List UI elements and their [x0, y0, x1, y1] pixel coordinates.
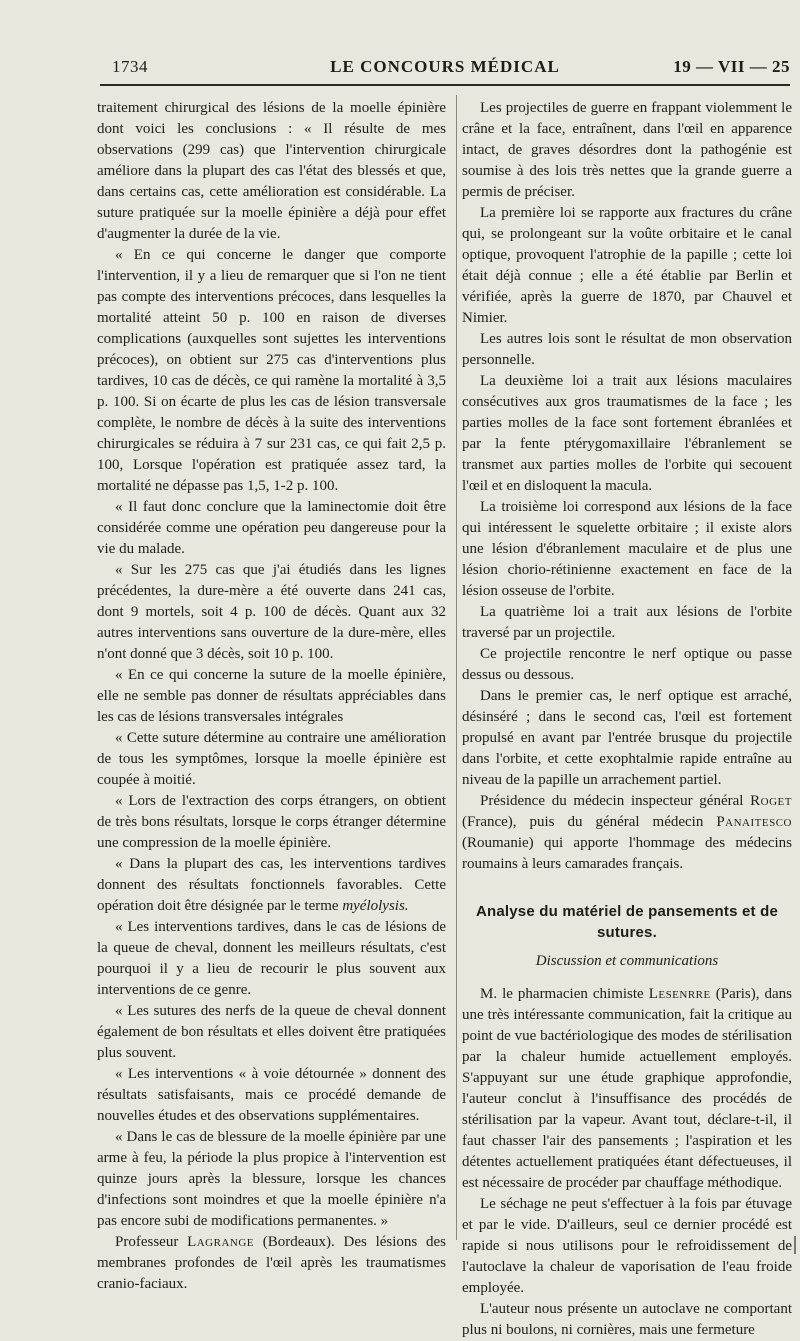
- paragraph-text: Professeur: [115, 1234, 188, 1250]
- person-name: Roget: [750, 793, 792, 809]
- paragraph: La première loi se rapporte aux fractures du crâne qui, se prolongeant sur la voûte orbitaire et le canal optique, provoquent l'atrophie de la papille ; cette loi était déjà connue ; elle a été établie par Berlin et vérifiée, après la guerre de 1870, par Chauvel et Nimier.: [462, 205, 792, 326]
- paragraph-text: (Bordeaux). Des lésions des membranes profondes de l'œil après les traumatismes cranio-faciaux.: [97, 1234, 446, 1292]
- paragraph: Les projectiles de guerre en frappant violemment le crâne et la face, entraînent, dans l'œil en apparence intact, de graves désordres dont la pathogénie est soumise à des lois très nettes que la grande guerre a permis de préciser.: [462, 100, 792, 200]
- paragraph: « Il faut donc conclure que la laminectomie doit être considérée comme une opération peu dangereuse pour la vie du malade.: [97, 499, 446, 557]
- author-name: Lagrange: [187, 1234, 255, 1250]
- section-subheading: Discussion et communications: [535, 953, 719, 969]
- paragraph: « En ce qui concerne le danger que comporte l'intervention, il y a lieu de remarquer que si l'on ne tient pas compte des interventions précoces, dans lesquelles la mortalité atteint 50 p. 100 en raison de diverses complications (auxquelles sont sujettes les interventions précoces), on obtient sur 275 cas d'interventions plus tardives, 10 cas de décès, ce qui ramène la mortalité à 3,5 p. 100. Si on écarte de plus les cas de lésion transversale complète, le nombre de décès à la suite des interventions chirurgicales se réduira à 7 sur 231 cas, ce qui fait 2,5 p. 100, Lorsque l'opération est pratiquée assez tard, la mortalité ne dépasse pas 1,5, 1-2 p. 100.: [97, 247, 446, 494]
- paragraph: « Sur les 275 cas que j'ai étudiés dans les lignes précédentes, la dure-mère a été ouverte dans 241 cas, dont 9 mortels, soit 4 p. 100 de décès. Quant aux 32 autres interventions sans ouverture de la dure-mère, elles n'ont donné que 3 décès, soit 10 p. 100.: [97, 562, 446, 662]
- section-heading: Analyse du matériel de pansements et de sutures.: [475, 903, 779, 941]
- paragraph: « Lors de l'extraction des corps étrangers, on obtient de très bons résultats, lorsque le corps étranger détermine une compression de la moelle épinière.: [97, 793, 446, 851]
- right-column: [462, 98, 792, 1341]
- paragraph-text: (Paris), dans une très intéressante communication, fait la critique au point de vue bactériologique des modes de stérilisation par la chaleur humide actuellement employés. S'appuyant sur une étude graphique approfondie, l'auteur conclut à l'insuffisance des procédés de stérilisation par la vapeur. Avant tout, déclare-t-il, il faut chasser l'air des pansements ; l'aspiration et les détentes actuellement pratiquées étant défectueuses, il est nécessaire de procéder par chauffage méthodique.: [462, 986, 792, 1191]
- column-divider: [456, 95, 457, 1240]
- paragraph: « Les interventions « à voie détournée » donnent des résultats satisfaisants, mais ce procédé demande de nouvelles études et des observations supplémentaires.: [97, 1066, 446, 1124]
- paragraph: L'auteur nous présente un autoclave ne comportant plus ni boulons, ni cornières, mais une fermeture: [462, 1301, 792, 1338]
- paragraph-text: Présidence du médecin inspecteur général: [480, 793, 751, 809]
- paragraph: Ce projectile rencontre le nerf optique ou passe dessus ou dessous.: [462, 646, 792, 683]
- paragraph: Le séchage ne peut s'effectuer à la fois par étuvage et par le vide. D'ailleurs, seul ce dernier procédé est rapide si nous utilisons pour le refroidissement de l'autoclave la chaleur de vaporisation de l'eau froide employée.: [462, 1196, 792, 1296]
- paragraph: [97, 1232, 446, 1295]
- journal-title: LE CONCOURS MÉDICAL: [330, 57, 560, 76]
- paragraph: « Dans le cas de blessure de la moelle épinière par une arme à feu, la période la plus propice à l'intervention est quinze jours après la blessure, lorsque les chances d'infections sont moindres et que la moelle épinière n'a pas encore subi de modifications permanentes. »: [97, 1129, 446, 1229]
- paragraph: « Les interventions tardives, dans le cas de lésions de la queue de cheval, donnent les meilleurs résultats, c'est pourquoi il y a lieu de recourir le plus souvent aux interventions de ce genre.: [97, 919, 446, 998]
- paragraph-text: M. le pharmacien chimiste: [480, 986, 649, 1002]
- paragraph: La deuxième loi a trait aux lésions maculaires consécutives aux gros traumatismes de la face ; les parties molles de la face sont fortement ébranlées et par la fente ptérygomaxillaire l'ébranlement se transmet aux parties molles de l'orbite qui secouent l'œil et en disloquent la macula.: [462, 373, 792, 494]
- paragraph: Dans le premier cas, le nerf optique est arraché, désinséré ; dans le second cas, l'œil est fortement propulsé en avant par l'entrée brusque du projectile dans l'orbite, et cette exophtalmie rapide entraîne au niveau de la papille un arrachement partiel.: [462, 688, 792, 788]
- paragraph: « En ce qui concerne la suture de la moelle épinière, elle ne semble pas donner de résultats appréciables dans les cas de lésions transversales intégrales: [97, 667, 446, 725]
- paragraph: [462, 984, 792, 1194]
- paragraph: La quatrième loi a trait aux lésions de l'orbite traversé par un projectile.: [462, 604, 792, 641]
- left-column: [97, 98, 446, 1295]
- header-rule: [100, 84, 790, 86]
- paragraph: [97, 854, 446, 917]
- person-name: Lesenrre: [648, 986, 711, 1002]
- paragraph-text: (France), puis du général médecin: [462, 814, 717, 830]
- paragraph: « Cette suture détermine au contraire une amélioration de tous les symptômes, lorsque la moelle épinière est coupée à moitié.: [97, 730, 446, 788]
- page-edge-mark: [794, 1236, 796, 1254]
- paragraph: La troisième loi correspond aux lésions de la face qui intéressent le squelette orbitaire ; il existe alors une lésion d'ébranlement maculaire et de plus une lésion chorio-rétinienne exactement en face de la lésion osseuse de l'orbite.: [462, 499, 792, 599]
- italic-term: myélolysis.: [342, 898, 409, 914]
- issue-date: 19 — VII — 25: [673, 57, 790, 76]
- paragraph-text: « Dans la plupart des cas, les interventions tardives donnent des résultats fonctionnels favorables. Cette opération doit être désignée par le terme: [97, 856, 446, 914]
- paragraph: traitement chirurgical des lésions de la moelle épinière dont voici les conclusions : « Il résulte de mes observations (299 cas) que l'intervention chirurgicale améliore dans la plupart des cas l'état des blessés et que, dans certains cas, cette amélioration est considérable. La suture pratiquée sur la moelle épinière a déjà pour effet d'augmenter la durée de la vie.: [97, 100, 446, 242]
- page-number: 1734: [112, 57, 148, 76]
- person-name: Panaitesco: [716, 814, 792, 830]
- paragraph: « Les sutures des nerfs de la queue de cheval donnent également de bon résultats et elles doivent être pratiquées plus souvent.: [97, 1003, 446, 1061]
- paragraph: Les autres lois sont le résultat de mon observation personnelle.: [462, 331, 792, 368]
- paragraph: [462, 791, 792, 875]
- running-header: [100, 52, 790, 82]
- paragraph-text: (Roumanie) qui apporte l'hommage des médecins roumains à leurs camarades français.: [462, 835, 792, 872]
